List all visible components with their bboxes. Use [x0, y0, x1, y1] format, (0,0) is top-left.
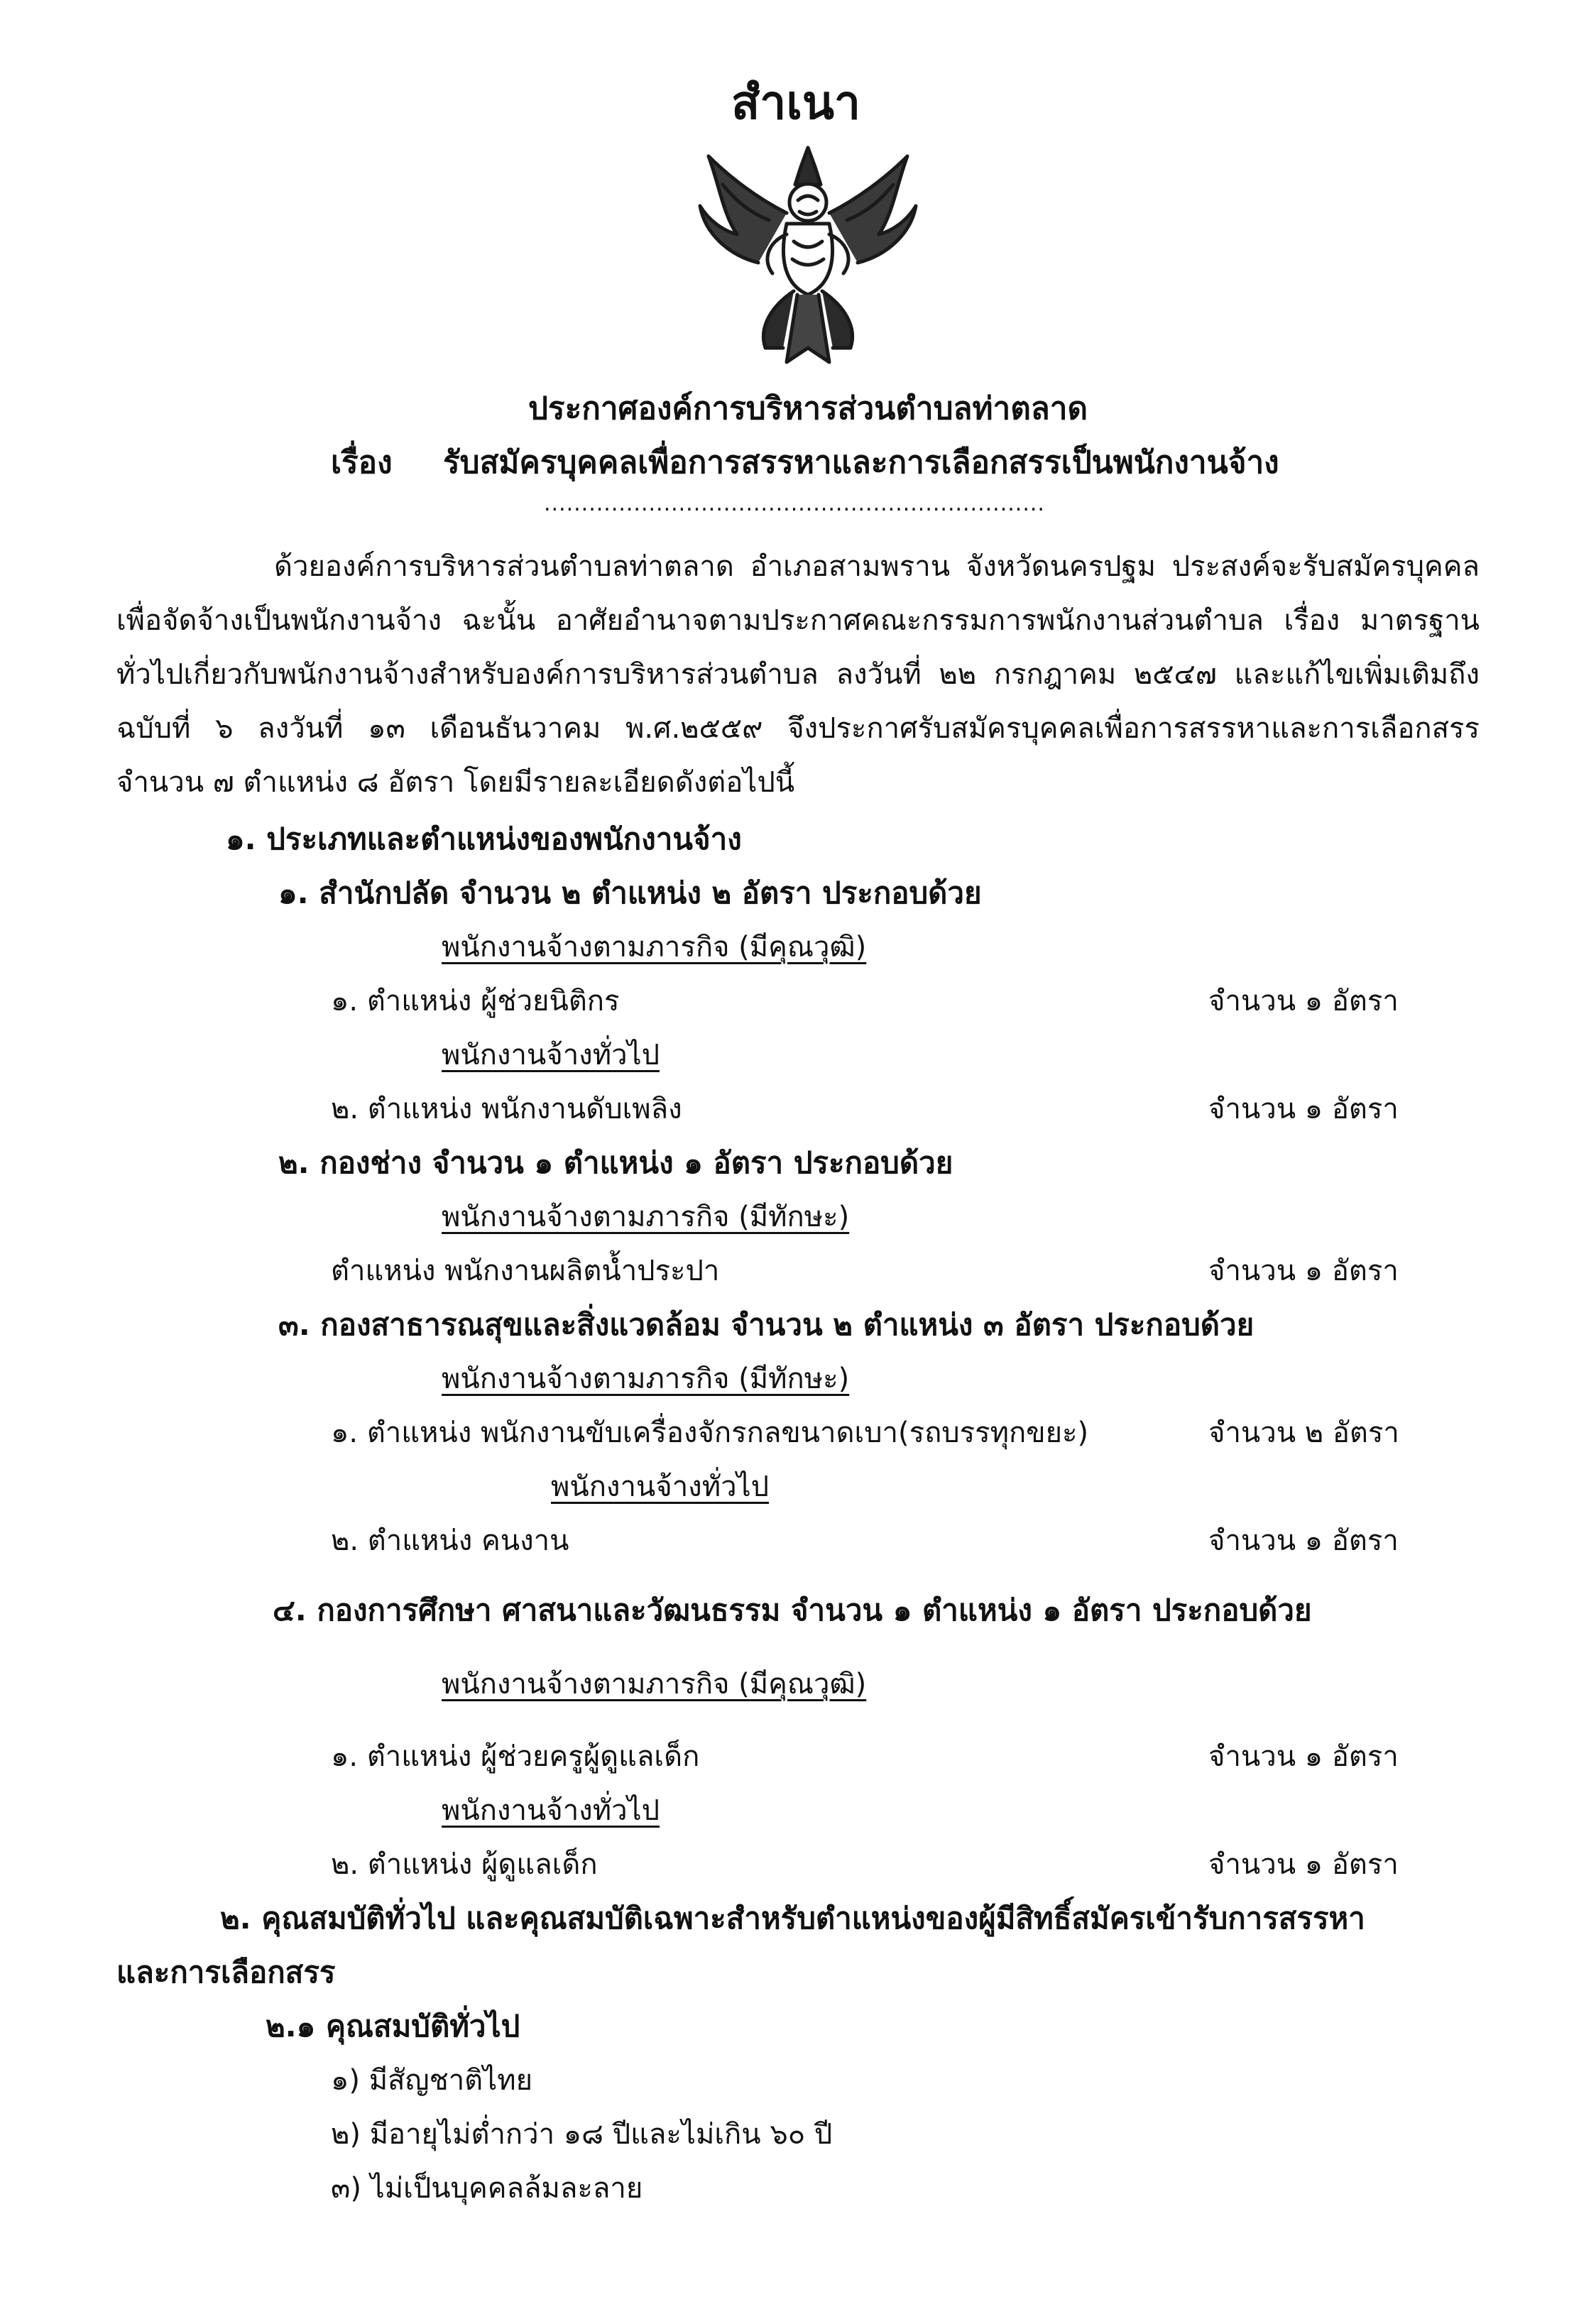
copy-mark: สำเนา	[731, 75, 861, 130]
employee-type: พนักงานจ้างตามภารกิจ (มีคุณวุฒิ)	[442, 1668, 867, 1701]
employee-type: พนักงานจ้างตามภารกิจ (มีคุณวุฒิ)	[442, 931, 867, 964]
qualification-item: ๓) ไม่เป็นบุคคลล้มละลาย	[331, 2172, 643, 2205]
position-name: ตำแหน่ง พนักงานผลิตน้ำประปา	[331, 1255, 720, 1287]
section2-heading-continued: และการเลือกสรร	[116, 1955, 336, 1990]
position-name: ๒. ตำแหน่ง คนงาน	[331, 1524, 569, 1557]
employee-type: พนักงานจ้างทั่วไป	[442, 1039, 660, 1071]
position-name: ๑. ตำแหน่ง ผู้ช่วยนิติกร	[331, 985, 620, 1018]
section1-heading: ๑. ประเภทและตำแหน่งของพนักงานจ้าง	[226, 822, 742, 856]
division-title: ๔. กองการศึกษา ศาสนาและวัฒนธรรม จำนวน ๑ ตำแหน่ง ๑ อัตรา ประกอบด้วย	[273, 1593, 1312, 1627]
employee-type: พนักงานจ้างตามภารกิจ (มีทักษะ)	[442, 1201, 850, 1233]
division-title: ๓. กองสาธารณสุขและสิ่งแวดล้อม จำนวน ๒ ตำแหน่ง ๓ อัตรา ประกอบด้วย	[278, 1307, 1255, 1342]
position-count: จำนวน ๑ อัตรา	[1208, 1848, 1399, 1881]
position-name: ๒. ตำแหน่ง ผู้ดูแลเด็ก	[331, 1848, 598, 1881]
section2-heading: ๒. คุณสมบัติทั่วไป และคุณสมบัติเฉพาะสำหรับตำแหน่งของผู้มีสิทธิ์สมัครเข้ารับการสรรหา	[220, 1901, 1365, 1936]
employee-type: พนักงานจ้างตามภารกิจ (มีทักษะ)	[442, 1363, 850, 1395]
division-title: ๑. สำนักปลัด จำนวน ๒ ตำแหน่ง ๒ อัตรา ประกอบด้วย	[278, 875, 982, 910]
position-count: จำนวน ๑ อัตรา	[1208, 1255, 1399, 1287]
position-count: จำนวน ๑ อัตรา	[1208, 1740, 1399, 1773]
position-count: จำนวน ๒ อัตรา	[1208, 1417, 1399, 1449]
position-name: ๑. ตำแหน่ง พนักงานขับเครื่องจักรกลขนาดเบา(รถบรรทุกขยะ)	[331, 1417, 1089, 1449]
intro-paragraph	[116, 540, 1480, 809]
position-count: จำนวน ๑ อัตรา	[1208, 1093, 1399, 1125]
employee-type: พนักงานจ้างทั่วไป	[551, 1471, 770, 1503]
section2-subheading: ๒.๑ คุณสมบัติทั่วไป	[266, 2009, 520, 2044]
org-title: ประกาศองค์การบริหารส่วนตำบลท่าตลาด	[528, 391, 1088, 427]
intro-text: ด้วยองค์การบริหารส่วนตำบลท่าตลาด อำเภอสามพราน จังหวัดนครปฐม ประสงค์จะรับสมัครบุคคลเพื่อจัดจ้างเป็นพนักงานจ้าง ฉะนั้น อาศัยอำนาจตามประกาศคณะกรรมการพนักงานส่วนตำบล เรื่อง มาตรฐานทั่วไปเกี่ยวกับพนักงานจ้างสำหรับองค์การบริหารส่วนตำบล ลงวันที่ ๒๒ กรกฎาคม ๒๕๔๗ และแก้ไขเพิ่มเติมถึงฉบับที่ ๖ ลงวันที่ ๑๓ เดือนธันวาคม พ.ศ.๒๕๕๙ จึงประกาศรับสมัครบุคคลเพื่อการสรรหาและการเลือกสรร จำนวน ๗ ตำแหน่ง ๘ อัตรา โดยมีรายละเอียดดังต่อไปนี้	[116, 550, 1480, 799]
division-title: ๒. กองช่าง จำนวน ๑ ตำแหน่ง ๑ อัตรา ประกอบด้วย	[278, 1145, 953, 1180]
qualification-item: ๒) มีอายุไม่ต่ำกว่า ๑๘ ปีและไม่เกิน ๖๐ ปี	[331, 2118, 833, 2151]
subject-text: รับสมัครบุคคลเพื่อการสรรหาและการเลือกสรรเป็นพนักงานจ้าง	[443, 444, 1279, 481]
dotted-rule: ...................................................................	[544, 491, 1045, 516]
position-name: ๑. ตำแหน่ง ผู้ช่วยครูผู้ดูแลเด็ก	[331, 1740, 700, 1773]
qualification-item: ๑) มีสัญชาติไทย	[331, 2064, 533, 2097]
position-count: จำนวน ๑ อัตรา	[1208, 985, 1399, 1018]
employee-type: พนักงานจ้างทั่วไป	[442, 1794, 660, 1827]
position-count: จำนวน ๑ อัตรา	[1208, 1524, 1399, 1557]
subject-label: เรื่อง	[331, 444, 393, 481]
garuda-emblem-icon	[680, 135, 936, 376]
position-name: ๒. ตำแหน่ง พนักงานดับเพลิง	[331, 1093, 682, 1125]
